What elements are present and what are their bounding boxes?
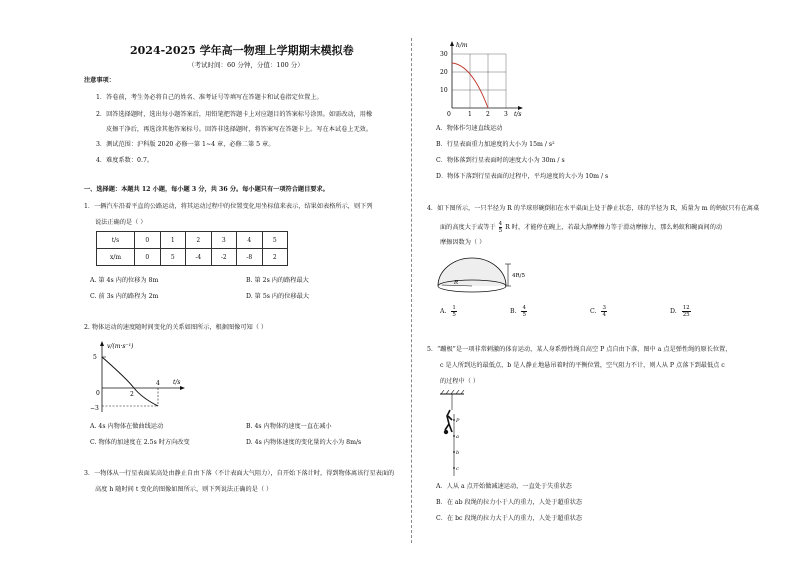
fraction [499, 221, 503, 234]
note-item: 2．回答选择题时，选出每小题答案后，用铅笔把答题卡上对应题目的答案标号涂黑。如需改动，用橡 [96, 111, 373, 118]
point-label: b [456, 450, 460, 456]
note-item: 皮擦干净后，再选涂其他答案标号。回答非选择题时，将答案写在答题卡上。写在本试卷上无效。 [106, 126, 373, 133]
point-label: P [456, 418, 460, 424]
height-label: 4R/5 [512, 273, 525, 279]
q3-option-b: B．行星表面重力加速度的大小为 15m / s² [436, 141, 555, 148]
table-cell: 4 [237, 232, 263, 249]
origin-label: 0 [96, 390, 100, 397]
velocity-curve [102, 357, 158, 406]
fraction-den: 5 [522, 312, 526, 318]
table-row [97, 232, 288, 249]
q2-option-d: D. 4s 内物体速度的变化量的大小为 8m/s [246, 439, 362, 446]
q4-option-c [590, 305, 607, 318]
table-cell: 0 [135, 249, 161, 266]
height-time-graph [438, 40, 528, 120]
y-axis-label: h/m [456, 42, 468, 49]
table-cell: 2 [186, 232, 212, 249]
option-letter: A. [440, 308, 447, 315]
option-letter: D. [670, 308, 677, 315]
y-axis-arrow [450, 41, 454, 46]
y-tick-label: 10 [440, 87, 448, 94]
q1-option-d: D. 第 5s 内的位移最大 [246, 293, 310, 300]
x-axis-label: t/s [173, 379, 181, 386]
x-tick-label: 4 [156, 380, 160, 387]
x-tick-label: 2 [130, 391, 134, 398]
option-letter: B. [510, 308, 517, 315]
fraction-num: 3 [602, 305, 606, 311]
radius-label: R [454, 280, 459, 286]
jumper-silhouette [445, 410, 452, 432]
table-cell: -2 [211, 249, 237, 266]
x-tick-label: 3 [504, 111, 508, 118]
q5-stem-cont: 的过程中（ ） [440, 378, 480, 385]
q1-stem: 1．一辆汽车沿着平直的公路运动，将其运动过程中的位置变化用坐标值来表示，结果如表格所示，则下列 [84, 203, 373, 210]
table-cell: 0 [135, 232, 161, 249]
point-marker [453, 435, 455, 437]
y-tick-label: 20 [440, 69, 448, 76]
y-tick-label: 30 [440, 51, 448, 58]
q3-option-a: A．物体作匀速直线运动 [436, 125, 503, 132]
fraction-num: 4 [498, 221, 503, 227]
note-item: 1．答卷前，考生务必将自己的姓名、准考证号等填写在答题卡和试卷指定位置上。 [96, 94, 323, 101]
point-marker [453, 419, 455, 421]
q1-option-b: B. 第 2s 内的路程最大 [246, 277, 309, 284]
q4-stem: 4．如下图所示，一只半径为 R 的半球形碗倒扣在水平桌面上处于静止状态，球的半径为 R，质量为 m 的蚂蚁只有在离桌 [427, 205, 760, 212]
velocity-time-graph [90, 340, 190, 414]
fraction [601, 305, 607, 318]
exam-info: （考试时间：60 分钟，分值：100 分） [188, 61, 304, 69]
q1-option-c: C. 前 3s 内的路程为 2m [90, 293, 159, 300]
q2-stem: 2. 物体运动的速度随时间变化的关系如图所示，根据图像可知（ ） [84, 324, 268, 331]
q3-stem-cont: 高度 h 随时间 t 变化的图像如图所示，则下列说法正确的是（ ） [95, 486, 273, 493]
fraction [521, 305, 527, 318]
jumper-head [444, 430, 448, 434]
q4-option-b [510, 305, 527, 318]
option-letter: C. [590, 308, 597, 315]
q5-stem-cont: c 是人所到达的最低点，b 是人静止地悬吊着时的平衡位置，空气阻力不计，则人从 P 点落下到最低点 c [440, 362, 725, 369]
q4-option-d [670, 305, 691, 318]
q4-option-a [440, 305, 457, 318]
table-cell: x/m [97, 249, 135, 266]
q4-stem-cont: 摩擦因数为（ ） [440, 239, 486, 246]
q2-option-b: B. 4s 内物体的速度一直在减小 [246, 423, 332, 430]
fraction-den: 4 [602, 312, 606, 318]
note-item: 4．难度系数：0.7。 [96, 157, 154, 164]
x-tick-label: 1 [468, 111, 472, 118]
y-axis-arrow [100, 341, 104, 346]
point-marker [453, 467, 455, 469]
point-label: c [456, 466, 459, 472]
q4-stem-cont [440, 221, 722, 234]
table-cell: -8 [237, 249, 263, 266]
y-axis-label: v/(m·s⁻¹) [107, 343, 134, 350]
table-cell: 5 [160, 249, 186, 266]
x-tick-label: 2 [486, 111, 490, 118]
position-table [96, 231, 288, 266]
hemisphere-bowl-figure [430, 254, 540, 300]
x-axis-label: t/s [514, 111, 522, 118]
bungee-jump-figure [432, 390, 472, 478]
notes-heading: 注意事项： [84, 77, 115, 84]
fraction [682, 305, 691, 318]
table-cell: 3 [211, 232, 237, 249]
q3-option-c: C．物体落到行星表面时的速度大小为 30m / s [436, 157, 565, 164]
x-tick-label: 0 [447, 111, 451, 118]
q5-option-b: B．在 ab 段绳的拉力小于人的重力，人处于超重状态 [436, 499, 583, 506]
column-divider [411, 38, 412, 543]
page-title: 2024-2025 学年高一物理上学期期末模拟卷 [130, 44, 354, 57]
q3-option-d: D．物体下落到行星表面的过程中，平均速度的大小为 10m / s [436, 173, 609, 180]
fraction-den: 5 [498, 228, 503, 234]
fraction-num: 1 [452, 305, 456, 311]
grid [452, 54, 506, 108]
x-axis-arrow [518, 106, 523, 110]
fraction-num: 4 [522, 305, 526, 311]
q2-option-c: C. 物体的加速度在 2.5s 时方向改变 [90, 439, 190, 446]
fraction [451, 305, 457, 318]
table-cell: t/s [97, 232, 135, 249]
ceiling-hatch [441, 390, 464, 394]
table-cell: 2 [262, 249, 288, 266]
fraction-num: 12 [682, 305, 690, 311]
y-tick-label: −3 [90, 405, 99, 412]
point-label: a [456, 434, 459, 440]
point-marker [453, 451, 455, 453]
fraction-den: 25 [682, 312, 690, 318]
table-cell: -4 [186, 249, 212, 266]
q5-stem: 5．“蹦极”是一项非常刺激的体育运动，某人身系弹性绳自高空 P 点自由下落，图中 a 点是弹性绳的原长位置， [427, 346, 732, 353]
q1-stem-cont: 说法正确的是（ ） [95, 219, 147, 226]
q4-stem-part: R 时，才能停在碗上，若最大静摩擦力等于滑动摩擦力，那么蚂蚁和碗面间的动 [505, 224, 723, 231]
fraction-den: 5 [452, 312, 456, 318]
q1-option-a: A. 第 4s 内的位移为 8m [90, 277, 159, 284]
table-row [97, 249, 288, 266]
note-item: 3．测试范围：沪科版 2020 必修一第 1~4 章，必修二第 5 章。 [96, 141, 275, 148]
table-cell: 5 [262, 232, 288, 249]
table-cell: 1 [160, 232, 186, 249]
section-heading: 一、选择题：本题共 12 小题，每小题 3 分，共 36 分。每小题只有一项符合题目要求。 [84, 186, 329, 193]
q3-stem: 3．一物体从一行星表面某高处由静止自由下落（不计表面大气阻力），自开始下落计时，得到物体离该行星表面的 [84, 470, 395, 477]
y-tick-label: 5 [93, 354, 97, 361]
x-axis-arrow [180, 386, 185, 390]
q5-option-a: A．人从 a 点开始做减速运动，一直处于失重状态 [436, 483, 572, 490]
q5-option-c: C．在 bc 段绳的拉力大于人的重力，人处于超重状态 [436, 515, 583, 522]
q4-stem-part: 面的高度大于或等于 [440, 224, 496, 231]
q2-option-a: A. 4s 内物体在做曲线运动 [90, 423, 164, 430]
